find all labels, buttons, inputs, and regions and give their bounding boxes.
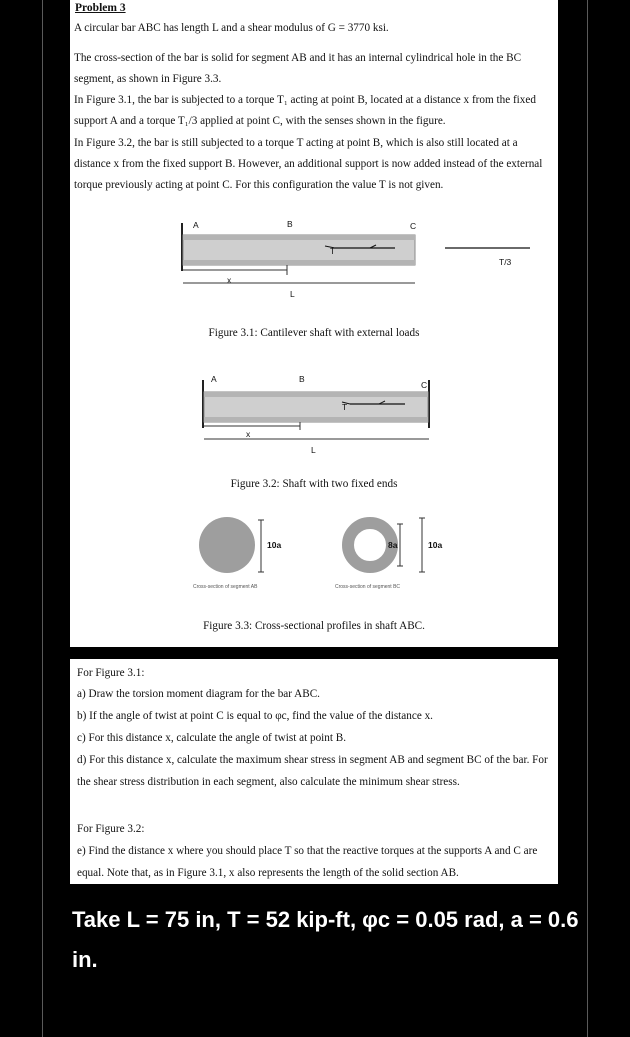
right-border-line	[587, 0, 588, 1037]
figure-3-2-diagram	[195, 370, 475, 460]
figure-3-2-caption: Figure 3.2: Shaft with two fixed ends	[230, 478, 398, 490]
paragraph-1: A circular bar ABC has length L and a shear modulus of G = 3770 ksi.	[74, 22, 389, 34]
questions-panel	[70, 659, 558, 884]
torque-b-label: T	[330, 246, 336, 256]
label-a: A	[211, 374, 217, 384]
paragraph-4: In Figure 3.2, the bar is still subjected to a torque T acting at point B, which is also still located at a distance x from the fixed support B. However, an additional support is now added instead of the external torque previously acting at point C. For this configuration the value T is not given.	[74, 137, 543, 191]
label-b: B	[299, 374, 305, 384]
section-bc-label: Cross-section of segment BC	[335, 584, 401, 590]
paragraph-3: In Figure 3.1, the bar is subjected to a torque T₁ acting at point B, located at a distance x from the fixed support A and a torque T₁/3 applied at point C, with the senses shown in the figure.	[74, 94, 536, 127]
label-c: C	[410, 221, 417, 231]
problem-title: Problem 3	[75, 2, 126, 14]
label-a: A	[193, 220, 199, 230]
question-c: c) For this distance x, calculate the angle of twist at point B.	[77, 732, 347, 744]
dim-l-label: L	[311, 445, 316, 455]
paragraph-2: The cross-section of the bar is solid for segment AB and it has an internal cylindrical hole in the BC segment, as shown in Figure 3.3.	[74, 52, 522, 85]
figure-3-1-diagram	[175, 215, 512, 305]
dim-x-label: x	[227, 275, 232, 285]
section-ab-label: Cross-section of segment AB	[193, 584, 258, 590]
figure-3-3-caption: Figure 3.3: Cross-sectional profiles in shaft ABC.	[203, 620, 425, 632]
question-a: a) Draw the torsion moment diagram for the bar ABC.	[77, 688, 320, 700]
dim-l-label: L	[290, 289, 295, 299]
question-e: e) Find the distance x where you should place T so that the reactive torques at the supports A and C are equal. Note that, as in Figure 3.1, x also represents the length of the solid section AB.	[77, 845, 538, 879]
outer-dim-label: 10a	[428, 540, 443, 550]
question-d: d) For this distance x, calculate the maximum shear stress in segment AB and segment BC of the bar. For the shear stress distribution in each segment, also calculate the minimum shear stress.	[77, 754, 548, 788]
torque-c-label: T/3	[499, 257, 512, 267]
figure-3-1-header: For Figure 3.1:	[77, 667, 145, 679]
hole-dim-label: 8a	[388, 540, 398, 550]
figure-3-3-diagram	[185, 508, 465, 598]
torque-b-label: T	[342, 402, 348, 412]
question-b: b) If the angle of twist at point C is equal to φc, find the value of the distance x.	[77, 710, 433, 722]
solid-dim-label: 10a	[267, 540, 282, 550]
figure-3-1-caption: Figure 3.1: Cantilever shaft with external loads	[208, 327, 420, 339]
left-border-line	[42, 0, 43, 1037]
given-values: Take L = 75 in, T = 52 kip-ft, φc = 0.05 rad, a = 0.6 in.	[72, 907, 579, 972]
label-c: C	[421, 380, 428, 390]
figure-3-2-header: For Figure 3.2:	[77, 823, 145, 835]
problem-panel	[70, 0, 558, 647]
dim-x-label: x	[246, 429, 251, 439]
label-b: B	[287, 219, 293, 229]
